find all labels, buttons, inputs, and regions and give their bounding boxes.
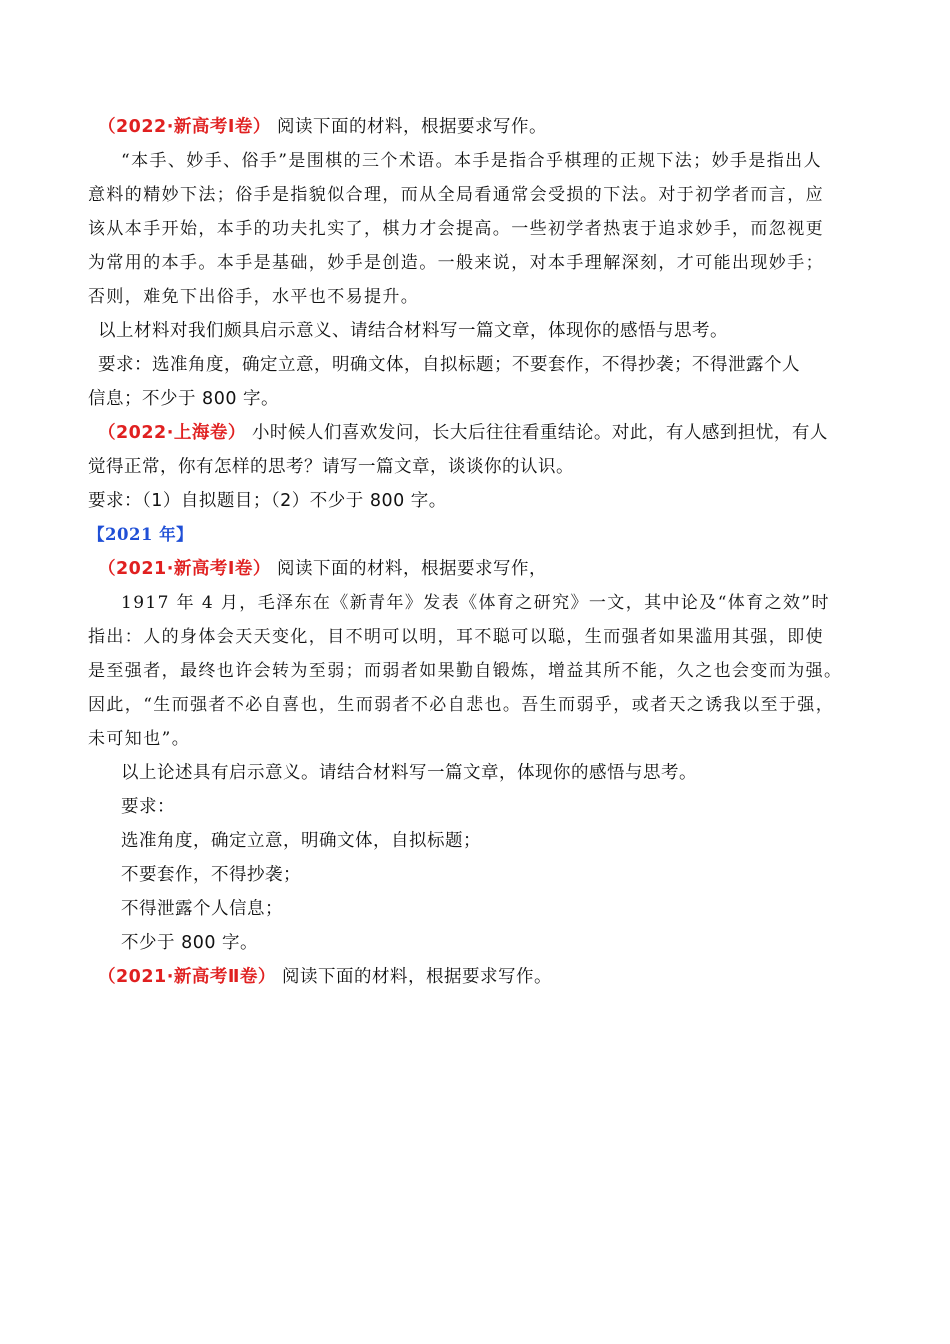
requirement-item: 不要套作，不得抄袭； (121, 865, 301, 885)
requirement-item: 选准角度，确定立意，明确文体，自拟标题； (121, 831, 481, 851)
requirement-item: 不得泄露个人信息； (121, 899, 283, 919)
prompt-text: 以上材料对我们颇具启示意义、请结合材料写一篇文章，体现你的感悟与思考。 (98, 321, 728, 341)
requirement-text: 信息；不少于 800 字。 (88, 389, 280, 409)
question-intro: 阅读下面的材料，根据要求写作。 (281, 967, 552, 987)
material-line: 1917 年 4 月，毛泽东在《新青年》发表《体育之研究》一文，其中论及“体育之效”时 (121, 593, 830, 613)
question-header-2021-2 (88, 960, 868, 994)
material-line: 因此，“生而强者不必自喜也，生而弱者不必自悲也。吾生而弱乎，或者天之诱我以至于强， (88, 695, 835, 715)
question-header-2022-shanghai (88, 416, 868, 450)
material-line: 未可知也”。 (88, 729, 191, 749)
material-line: 是至强者，最终也许会转为至弱；而弱者如果勤自锻炼，增益其所不能，久之也会变而为强。 (88, 661, 843, 681)
material-line: 为常用的本手。本手是基础，妙手是创造。一般来说，对本手理解深刻，才可能出现妙手； (88, 253, 824, 273)
question-header-2022-1 (88, 110, 868, 144)
prompt-text: 以上论述具有启示意义。请结合材料写一篇文章，体现你的感悟与思考。 (121, 763, 697, 783)
requirement-item: 不少于 800 字。 (121, 933, 259, 953)
material-line: 指出：人的身体会天天变化，目不明可以明，耳不聪可以聪，生而强者如果滥用其强，即使 (88, 627, 824, 647)
document-page (88, 110, 868, 994)
material-line: 意料的精妙下法；俗手是指貌似合理，而从全局看通常会受损的下法。对于初学者而言，应 (88, 185, 824, 205)
requirement-text: 要求：（1）自拟题目；（2）不少于 800 字。 (88, 491, 447, 511)
requirement-text: 要求：选准角度，确定立意，明确文体，自拟标题；不要套作，不得抄袭；不得泄露个人 (98, 355, 800, 375)
material-line: 否则，难免下出俗手，水平也不易提升。 (88, 287, 420, 307)
question-header-2021-1 (88, 552, 868, 586)
material-line: “本手、妙手、俗手”是围棋的三个术语。本手是指合乎棋理的正规下法；妙手是指出人 (121, 151, 822, 171)
year-heading: 【2021 年】 (88, 525, 194, 544)
source-label: （2021·新高考Ⅰ卷） (98, 559, 271, 579)
requirement-label: 要求： (121, 797, 175, 817)
question-intro: 阅读下面的材料，根据要求写作。 (276, 117, 547, 137)
question-text: 觉得正常，你有怎样的思考？请写一篇文章，谈谈你的认识。 (88, 457, 574, 477)
source-label: （2022·新高考Ⅰ卷） (98, 117, 271, 137)
question-intro: 阅读下面的材料，根据要求写作， (276, 559, 547, 579)
source-label: （2022·上海卷） (98, 423, 246, 443)
source-label: （2021·新高考Ⅱ卷） (98, 967, 276, 987)
question-text: 小时候人们喜欢发问，长大后往往看重结论。对此，有人感到担忧，有人 (251, 423, 828, 443)
material-line: 该从本手开始，本手的功夫扎实了，棋力才会提高。一些初学者热衷于追求妙手，而忽视更 (88, 219, 824, 239)
